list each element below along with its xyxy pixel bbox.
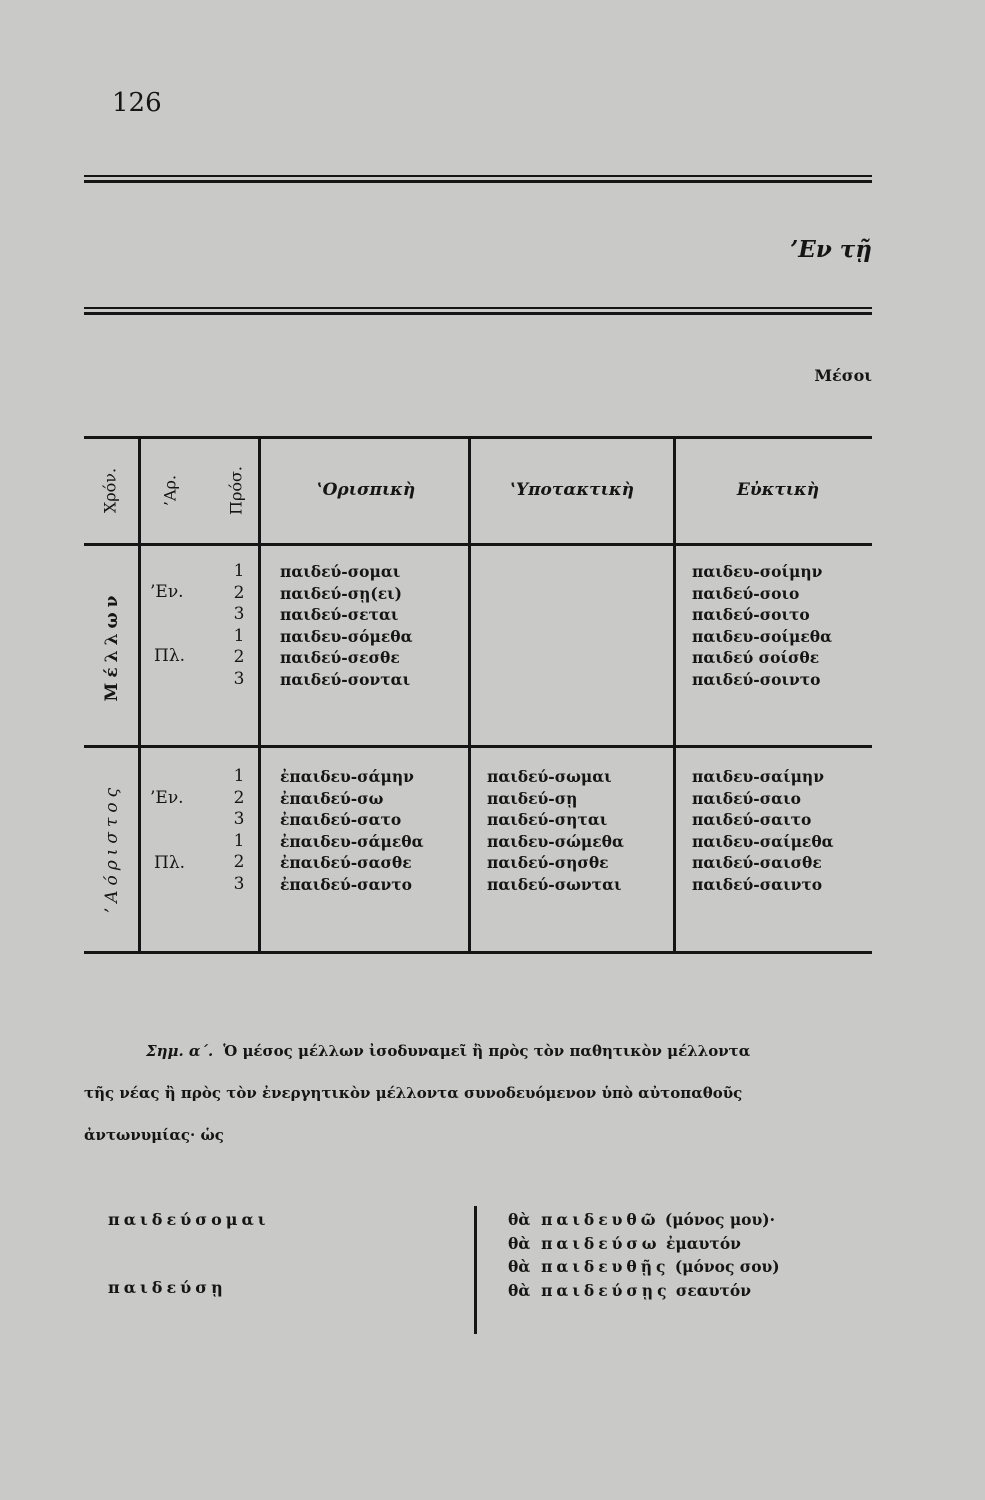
future-persons [229, 561, 249, 690]
table-bottom-rule [84, 951, 872, 954]
col-divider-1 [138, 439, 141, 951]
top-rule [84, 175, 872, 177]
example-row: θὰ παιδεύσῃς σεαυτόν [508, 1281, 751, 1301]
form-cell: παιδεύ-σῃ [487, 788, 578, 808]
page-number: 126 [112, 88, 162, 118]
example-left-2: παιδεύσῃ [108, 1278, 227, 1297]
form-cell: παιδεύ-σῃ(ει) [280, 583, 403, 603]
aorist-subjunctive-column [487, 766, 624, 895]
header-subjunctive: ‛Υποτακτικὴ [510, 480, 634, 500]
col-divider-3 [468, 439, 471, 951]
form-cell: παιδεύ-σοιο [692, 583, 800, 603]
form-cell: ἐπαιδεύ-σαντο [280, 874, 413, 894]
note-title: Σημ. α΄. [146, 1042, 214, 1060]
form-cell: παιδεύ-σαιντο [692, 874, 823, 894]
person-cell: 3 [233, 809, 245, 829]
example-divider [474, 1206, 477, 1334]
form-cell: παιδεύ-σομαι [280, 562, 401, 581]
person-cell: 2 [233, 582, 245, 603]
form-cell: παιδεύ-σησθε [487, 853, 609, 872]
person-cell: 3 [233, 604, 245, 624]
note-line-3: ἀντωνυμίας· ὡς [84, 1126, 224, 1144]
form-cell: παιδεύ-σηται [487, 810, 608, 829]
header-rule [84, 543, 872, 546]
form-cell: παιδεύ-σονται [280, 669, 411, 689]
form-cell: παιδεύ-σοιτο [692, 605, 810, 624]
heading-rule-2 [84, 312, 872, 315]
form-cell: ἐπαιδεύ-σασθε [280, 853, 412, 872]
person-cell: 1 [233, 766, 245, 786]
person-cell: 1 [233, 830, 245, 851]
example-row: θὰ παιδευθῇς (μόνος σου) [508, 1257, 780, 1277]
section-heading: ’Εν τῇ [790, 236, 872, 263]
person-cell: 1 [233, 625, 245, 646]
form-cell: παιδεύ-σωμαι [487, 767, 612, 786]
header-indicative: ‛Ορισπικὴ [316, 480, 416, 500]
form-cell: παιδευ-σόμεθα [280, 626, 413, 646]
example-left-1: παιδεύσομαι [108, 1210, 270, 1229]
note-text-1: Ὁ μέσος μέλλων ἰσοδυναμεῖ ἢ πρὸς τὸν παθητικὸν μέλλοντα [223, 1042, 751, 1060]
header-tense: Χρόν. [100, 467, 120, 514]
form-cell: παιδεύ-σαιτο [692, 810, 812, 829]
person-cell: 2 [233, 787, 245, 808]
person-cell: 3 [233, 668, 245, 689]
voice-label: Μέσοι [814, 366, 872, 385]
number-singular: ’Εν. [150, 788, 184, 808]
form-cell: ἐπαιδεύ-σω [280, 788, 384, 808]
table-top-rule [84, 436, 872, 439]
form-cell: παιδεύ-σοιντο [692, 669, 821, 689]
col-divider-4 [673, 439, 676, 951]
form-cell: παιδεύ-σεται [280, 605, 399, 624]
section-rule [84, 745, 872, 748]
form-cell: παιδεύ-σωνται [487, 874, 622, 894]
form-cell: παιδεύ σοίσθε [692, 648, 820, 667]
top-rule-2 [84, 180, 872, 183]
number-plural: Πλ. [154, 853, 186, 873]
example-row: θὰ παιδεύσω ἐμαυτόν [508, 1233, 741, 1253]
person-cell: 3 [233, 873, 245, 894]
form-cell: ἐπαιδεύ-σατο [280, 810, 402, 829]
form-cell: παιδευ-σοίμεθα [692, 626, 833, 646]
header-person: Πρόσ. [226, 466, 246, 515]
form-cell: παιδεύ-σεσθε [280, 648, 400, 667]
tense-future: Μέλλων [102, 590, 122, 702]
number-singular: ’Εν. [150, 582, 184, 602]
form-cell: παιδευ-σώμεθα [487, 831, 624, 851]
form-cell: παιδεύ-σαιο [692, 788, 801, 808]
person-cell: 1 [233, 561, 245, 581]
header-number: ’Αρ. [160, 474, 180, 507]
header-optative: Εὐκτικὴ [736, 480, 820, 500]
aorist-indicative-column [280, 766, 424, 895]
form-cell: παιδευ-σοίμην [692, 562, 823, 581]
form-cell: ἐπαιδευ-σάμεθα [280, 831, 424, 851]
note-line-1 [84, 1036, 884, 1066]
example-right-list [508, 1208, 780, 1303]
heading-rule [84, 307, 872, 309]
future-optative-column [692, 561, 832, 690]
example-row: θὰ παιδευθῶ (μόνος μου)· [508, 1210, 775, 1229]
future-indicative-column [280, 561, 413, 690]
note-line-2: τῆς νέας ἢ πρὸς τὸν ἐνεργητικὸν μέλλοντα συνοδευόμενον ὑπὸ αὐτοπαθοῦς [84, 1084, 743, 1102]
form-cell: παιδευ-σαίμην [692, 767, 824, 786]
note-paragraph [84, 1036, 884, 1150]
aorist-optative-column [692, 766, 834, 895]
number-plural: Πλ. [154, 646, 186, 666]
col-divider-2 [258, 439, 261, 951]
person-cell: 2 [233, 647, 245, 667]
form-cell: ἐπαιδευ-σάμην [280, 767, 414, 786]
tense-aorist: ’Αόριστος [102, 782, 122, 914]
aorist-persons [229, 766, 249, 895]
form-cell: παιδεύ-σαισθε [692, 853, 822, 872]
person-cell: 2 [233, 852, 245, 872]
form-cell: παιδευ-σαίμεθα [692, 831, 834, 851]
